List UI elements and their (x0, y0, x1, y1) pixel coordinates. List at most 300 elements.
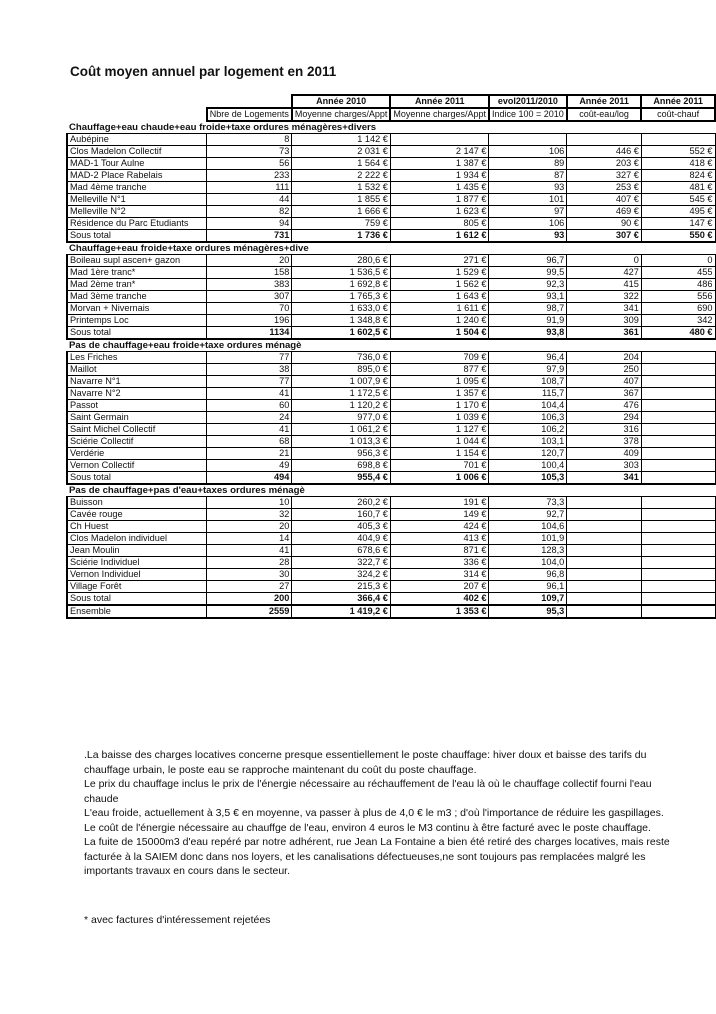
row-value: 1 006 € (390, 472, 489, 485)
row-label: MAD-1 Tour Aulne (67, 158, 207, 170)
row-value: 204 (567, 352, 642, 364)
row-value: 20 (207, 521, 292, 533)
row-value: 1 170 € (390, 400, 489, 412)
table-row (67, 352, 715, 364)
table-row (67, 509, 715, 521)
row-value: 93,1 (489, 291, 567, 303)
header-cell: evol2011/2010 (489, 95, 567, 108)
subtotal-row (67, 230, 715, 243)
header-cell: Indice 100 = 2010 (489, 108, 567, 121)
row-value: 21 (207, 448, 292, 460)
row-label: Mad 3ème tranche (67, 291, 207, 303)
row-value: 158 (207, 267, 292, 279)
row-value (641, 557, 715, 569)
row-value: 93 (489, 230, 567, 243)
note-paragraph: Le coût de l'énergie nécessaire au chauffge de l'eau, environ 4 euros le M3 continu à être facturé avec le poste chauffage. (84, 821, 651, 834)
row-value: 1 357 € (390, 388, 489, 400)
row-value: 469 € (567, 206, 642, 218)
row-value: 341 (567, 303, 642, 315)
row-value: 111 (207, 182, 292, 194)
row-value: 1 007,9 € (292, 376, 391, 388)
row-value (641, 424, 715, 436)
row-value (567, 557, 642, 569)
header-cell (207, 95, 292, 108)
row-value: 1 419,2 € (292, 605, 391, 618)
row-value: 87 (489, 170, 567, 182)
row-value: 1 562 € (390, 279, 489, 291)
row-value: 427 (567, 267, 642, 279)
row-label: Passot (67, 400, 207, 412)
header-cell: Moyenne charges/Appt (292, 108, 391, 121)
row-label: Résidence du Parc Etudiants (67, 218, 207, 230)
table-row (67, 424, 715, 436)
row-label: Mad 2ème tran* (67, 279, 207, 291)
row-value: 90 € (567, 218, 642, 230)
row-value: 1 529 € (390, 267, 489, 279)
section-label: Chauffage+eau chaude+eau froide+taxe ordures ménagères+divers (69, 122, 377, 133)
row-value (567, 497, 642, 509)
table-row (67, 545, 715, 557)
row-value: 200 (207, 593, 292, 606)
row-value: 196 (207, 315, 292, 327)
row-value: 77 (207, 352, 292, 364)
row-value: 1 142 € (292, 134, 391, 146)
row-value: 1 061,2 € (292, 424, 391, 436)
row-value (567, 593, 642, 606)
row-value: 309 (567, 315, 642, 327)
row-value: 92,3 (489, 279, 567, 291)
row-value: 824 € (641, 170, 715, 182)
row-value (641, 472, 715, 485)
row-value: 556 (641, 291, 715, 303)
row-value: 1 855 € (292, 194, 391, 206)
table-row (67, 533, 715, 545)
row-value: 103,1 (489, 436, 567, 448)
row-value (641, 352, 715, 364)
row-label: Jean Moulin (67, 545, 207, 557)
row-value: 97,9 (489, 364, 567, 376)
row-value (567, 533, 642, 545)
row-value: 1 387 € (390, 158, 489, 170)
row-label: MAD-2 Place Rabelais (67, 170, 207, 182)
row-value: 1 348,8 € (292, 315, 391, 327)
row-value: 203 € (567, 158, 642, 170)
row-value: 96,1 (489, 581, 567, 593)
row-value (641, 134, 715, 146)
header-cell: Nbre de Logements (207, 108, 292, 121)
row-label: Vernon Individuel (67, 569, 207, 581)
row-value (489, 134, 567, 146)
row-value: 104,6 (489, 521, 567, 533)
row-value: 805 € (390, 218, 489, 230)
section-label: Chauffage+eau froide+taxe ordures ménagères+dive (69, 243, 309, 254)
row-value: 105,3 (489, 472, 567, 485)
row-value: 1 039 € (390, 412, 489, 424)
row-value (641, 545, 715, 557)
row-value: 14 (207, 533, 292, 545)
row-value: 418 € (641, 158, 715, 170)
row-value (567, 509, 642, 521)
row-label: Boileau supl ascen+ gazon (67, 255, 207, 267)
row-value: 303 (567, 460, 642, 472)
row-value: 160,7 € (292, 509, 391, 521)
row-label: Ch Huest (67, 521, 207, 533)
row-label: Sous total (67, 593, 207, 606)
row-value: 1 633,0 € (292, 303, 391, 315)
row-value: 0 (641, 255, 715, 267)
row-value: 977,0 € (292, 412, 391, 424)
row-value: 307 (207, 291, 292, 303)
table-row (67, 182, 715, 194)
row-value: 100,4 (489, 460, 567, 472)
table-row (67, 170, 715, 182)
row-label: Sous total (67, 230, 207, 243)
header-cell: coût-chauf (641, 108, 715, 121)
row-value: 1 611 € (390, 303, 489, 315)
row-value: 1 127 € (390, 424, 489, 436)
section-header-row (67, 484, 715, 497)
row-value: 545 € (641, 194, 715, 206)
row-value: 120,7 (489, 448, 567, 460)
row-label: Verdérie (67, 448, 207, 460)
row-value: 1 765,3 € (292, 291, 391, 303)
section-label: Pas de chauffage+pas d'eau+taxes ordures ménagè (69, 485, 305, 496)
row-value: 378 (567, 436, 642, 448)
header-cell: Année 2010 (292, 95, 391, 108)
row-value: 1 612 € (390, 230, 489, 243)
row-value: 94 (207, 218, 292, 230)
row-label: Sciérie Individuel (67, 557, 207, 569)
row-value: 101 (489, 194, 567, 206)
row-value (641, 605, 715, 618)
row-value: 698,8 € (292, 460, 391, 472)
row-value: 314 € (390, 569, 489, 581)
row-value: 690 (641, 303, 715, 315)
row-value: 106,3 (489, 412, 567, 424)
row-value: 407 € (567, 194, 642, 206)
row-value: 271 € (390, 255, 489, 267)
header-cell: Moyenne charges/Appt (390, 108, 489, 121)
row-value: 1 172,5 € (292, 388, 391, 400)
header-cell: coût-eau/log (567, 108, 642, 121)
row-label: Printemps Loc (67, 315, 207, 327)
row-label: Mad 4ème tranche (67, 182, 207, 194)
note-paragraph: .La baisse des charges locatives concerne presque essentiellement le poste chauffage: hiver doux et baisse des tarifs du chauffage urbain, le poste eau se rapproche maintenant du coût du poste chauffage. (84, 749, 647, 776)
table-row (67, 412, 715, 424)
header-cell: Année 2011 (390, 95, 489, 108)
table-row (67, 303, 715, 315)
table-row (67, 460, 715, 472)
row-value: 96,4 (489, 352, 567, 364)
row-value: 1 532 € (292, 182, 391, 194)
footnote: * avec factures d'intéressement rejetées (84, 914, 271, 926)
row-value: 30 (207, 569, 292, 581)
row-label: Sous total (67, 472, 207, 485)
row-value: 480 € (641, 327, 715, 340)
row-value: 446 € (567, 146, 642, 158)
row-value: 1 623 € (390, 206, 489, 218)
header-cell: Année 2011 (567, 95, 642, 108)
section-header-row (67, 339, 715, 352)
row-value: 1 044 € (390, 436, 489, 448)
row-value: 322 (567, 291, 642, 303)
row-value: 552 € (641, 146, 715, 158)
row-label: Maillot (67, 364, 207, 376)
row-value: 895,0 € (292, 364, 391, 376)
row-value (567, 605, 642, 618)
row-value: 736,0 € (292, 352, 391, 364)
table-row (67, 206, 715, 218)
row-label: Les Friches (67, 352, 207, 364)
row-label: Sous total (67, 327, 207, 340)
row-value: 327 € (567, 170, 642, 182)
row-value: 191 € (390, 497, 489, 509)
row-value: 402 € (390, 593, 489, 606)
row-value: 106 (489, 146, 567, 158)
row-value (567, 134, 642, 146)
row-value: 759 € (292, 218, 391, 230)
row-value: 294 (567, 412, 642, 424)
row-value (641, 581, 715, 593)
row-label: Navarre N°2 (67, 388, 207, 400)
note-paragraph: L'eau froide, actuellement à 3,5 € en moyenne, va passer à plus de 4,0 € le m3 ; d'où l'importance de réduire les gaspillages. (84, 807, 664, 819)
row-value (641, 569, 715, 581)
subtotal-row (67, 327, 715, 340)
row-value: 96,8 (489, 569, 567, 581)
row-value: 215,3 € (292, 581, 391, 593)
row-value: 1 536,5 € (292, 267, 391, 279)
row-value: 709 € (390, 352, 489, 364)
row-value (641, 509, 715, 521)
row-value (567, 569, 642, 581)
row-value: 495 € (641, 206, 715, 218)
notes-block (84, 748, 674, 879)
row-label: Navarre N°1 (67, 376, 207, 388)
row-value: 20 (207, 255, 292, 267)
row-value: 44 (207, 194, 292, 206)
row-value: 106 (489, 218, 567, 230)
row-value: 367 (567, 388, 642, 400)
row-value: 104,0 (489, 557, 567, 569)
row-label: Ensemble (67, 605, 207, 618)
section-header-row (67, 242, 715, 255)
row-value: 95,3 (489, 605, 567, 618)
section-header-row (67, 121, 715, 134)
row-value (641, 364, 715, 376)
row-value: 32 (207, 509, 292, 521)
table-row (67, 291, 715, 303)
row-value: 2 147 € (390, 146, 489, 158)
row-value: 1 643 € (390, 291, 489, 303)
row-value (641, 533, 715, 545)
row-value: 1 564 € (292, 158, 391, 170)
row-value: 1 154 € (390, 448, 489, 460)
section-label: Pas de chauffage+eau froide+taxe ordures ménagè (69, 340, 302, 351)
row-value: 93 (489, 182, 567, 194)
row-value: 413 € (390, 533, 489, 545)
row-value: 316 (567, 424, 642, 436)
row-value: 324,2 € (292, 569, 391, 581)
table-row (67, 436, 715, 448)
row-value: 149 € (390, 509, 489, 521)
row-value: 106,2 (489, 424, 567, 436)
row-value: 877 € (390, 364, 489, 376)
row-label: Morvan + Nivernais (67, 303, 207, 315)
row-value: 250 (567, 364, 642, 376)
row-value: 68 (207, 436, 292, 448)
row-value: 10 (207, 497, 292, 509)
table-row (67, 400, 715, 412)
table-row (67, 557, 715, 569)
row-label: Village Forêt (67, 581, 207, 593)
row-value: 38 (207, 364, 292, 376)
row-value (641, 460, 715, 472)
table-row (67, 279, 715, 291)
row-value: 366,4 € (292, 593, 391, 606)
row-value: 424 € (390, 521, 489, 533)
row-value: 24 (207, 412, 292, 424)
row-label: Vernon Collectif (67, 460, 207, 472)
row-value: 383 (207, 279, 292, 291)
row-value (641, 448, 715, 460)
row-value: 481 € (641, 182, 715, 194)
row-value (641, 376, 715, 388)
row-value (390, 134, 489, 146)
subtotal-row (67, 605, 715, 618)
row-value: 494 (207, 472, 292, 485)
row-value: 60 (207, 400, 292, 412)
table-row (67, 267, 715, 279)
row-label: Mad 1ère tranc* (67, 267, 207, 279)
row-value: 1 504 € (390, 327, 489, 340)
page-title: Coût moyen annuel par logement en 2011 (70, 64, 337, 79)
row-label: Clos Madelon Collectif (67, 146, 207, 158)
row-value: 70 (207, 303, 292, 315)
note-paragraph: Le prix du chauffage inclus le prix de l'énergie nécessaire au réchauffement de l'eau là où le chauffage collectif fourni l'eau chaude (84, 778, 652, 805)
row-value: 77 (207, 376, 292, 388)
table-row (67, 255, 715, 267)
row-value: 1 692,8 € (292, 279, 391, 291)
row-value: 1 353 € (390, 605, 489, 618)
table-row (67, 448, 715, 460)
row-label: Melleville N°1 (67, 194, 207, 206)
row-value: 415 (567, 279, 642, 291)
row-value: 73,3 (489, 497, 567, 509)
row-value: 409 (567, 448, 642, 460)
row-value: 701 € (390, 460, 489, 472)
row-value: 0 (567, 255, 642, 267)
row-value: 1 240 € (390, 315, 489, 327)
row-value: 307 € (567, 230, 642, 243)
row-value (641, 400, 715, 412)
table-row (67, 581, 715, 593)
row-value: 955,4 € (292, 472, 391, 485)
table-row (67, 388, 715, 400)
row-label: Sciérie Collectif (67, 436, 207, 448)
header-cell: Année 2011 (641, 95, 715, 108)
row-value: 455 (641, 267, 715, 279)
row-value: 404,9 € (292, 533, 391, 545)
row-value: 41 (207, 388, 292, 400)
row-value: 96,7 (489, 255, 567, 267)
row-value: 2 031 € (292, 146, 391, 158)
row-value: 2559 (207, 605, 292, 618)
row-value: 1 877 € (390, 194, 489, 206)
row-value: 1 435 € (390, 182, 489, 194)
cost-table (66, 94, 716, 619)
row-label: Buisson (67, 497, 207, 509)
row-value: 1 736 € (292, 230, 391, 243)
table-row (67, 364, 715, 376)
row-value: 98,7 (489, 303, 567, 315)
row-value (641, 593, 715, 606)
row-value (641, 436, 715, 448)
row-value: 27 (207, 581, 292, 593)
row-value: 28 (207, 557, 292, 569)
row-label: Cavée rouge (67, 509, 207, 521)
row-value: 407 (567, 376, 642, 388)
table-row (67, 315, 715, 327)
row-value: 1 934 € (390, 170, 489, 182)
row-value (641, 412, 715, 424)
row-label: Aubépine (67, 134, 207, 146)
row-value: 104,4 (489, 400, 567, 412)
row-label: Clos Madelon individuel (67, 533, 207, 545)
table-row (67, 158, 715, 170)
row-value: 476 (567, 400, 642, 412)
row-value: 56 (207, 158, 292, 170)
row-label: Melleville N°2 (67, 206, 207, 218)
row-label: Saint Germain (67, 412, 207, 424)
row-value: 956,3 € (292, 448, 391, 460)
row-value: 550 € (641, 230, 715, 243)
row-value: 341 (567, 472, 642, 485)
row-value: 147 € (641, 218, 715, 230)
table-row (67, 521, 715, 533)
table-row (67, 194, 715, 206)
row-value: 233 (207, 170, 292, 182)
row-value: 89 (489, 158, 567, 170)
row-value: 108,7 (489, 376, 567, 388)
row-value: 97 (489, 206, 567, 218)
row-value: 109,7 (489, 593, 567, 606)
row-value (641, 497, 715, 509)
table-row (67, 569, 715, 581)
row-value (567, 545, 642, 557)
header-row-1 (67, 95, 715, 108)
row-value: 41 (207, 424, 292, 436)
row-value: 101,9 (489, 533, 567, 545)
row-value: 8 (207, 134, 292, 146)
row-value: 731 (207, 230, 292, 243)
row-value: 91,9 (489, 315, 567, 327)
note-paragraph: La fuite de 15000m3 d'eau repéré par notre adhérent, rue Jean La Fontaine a bien été retiré des charges locatives, mais reste facturée à la SAIEM donc dans nos loyers, et les canalisations défectueuses,ne sont toujours pas remplacées malgré les importants travaux en cours dans le secteur. (84, 836, 670, 877)
row-value: 322,7 € (292, 557, 391, 569)
header-cell (67, 108, 207, 121)
row-value: 260,2 € (292, 497, 391, 509)
row-value: 1134 (207, 327, 292, 340)
table-row (67, 376, 715, 388)
row-value: 486 (641, 279, 715, 291)
row-value: 1 013,3 € (292, 436, 391, 448)
header-row-2 (67, 108, 715, 121)
row-value: 93,8 (489, 327, 567, 340)
table-row (67, 218, 715, 230)
row-value: 99,5 (489, 267, 567, 279)
table-row (67, 146, 715, 158)
row-value: 92,7 (489, 509, 567, 521)
subtotal-row (67, 593, 715, 606)
